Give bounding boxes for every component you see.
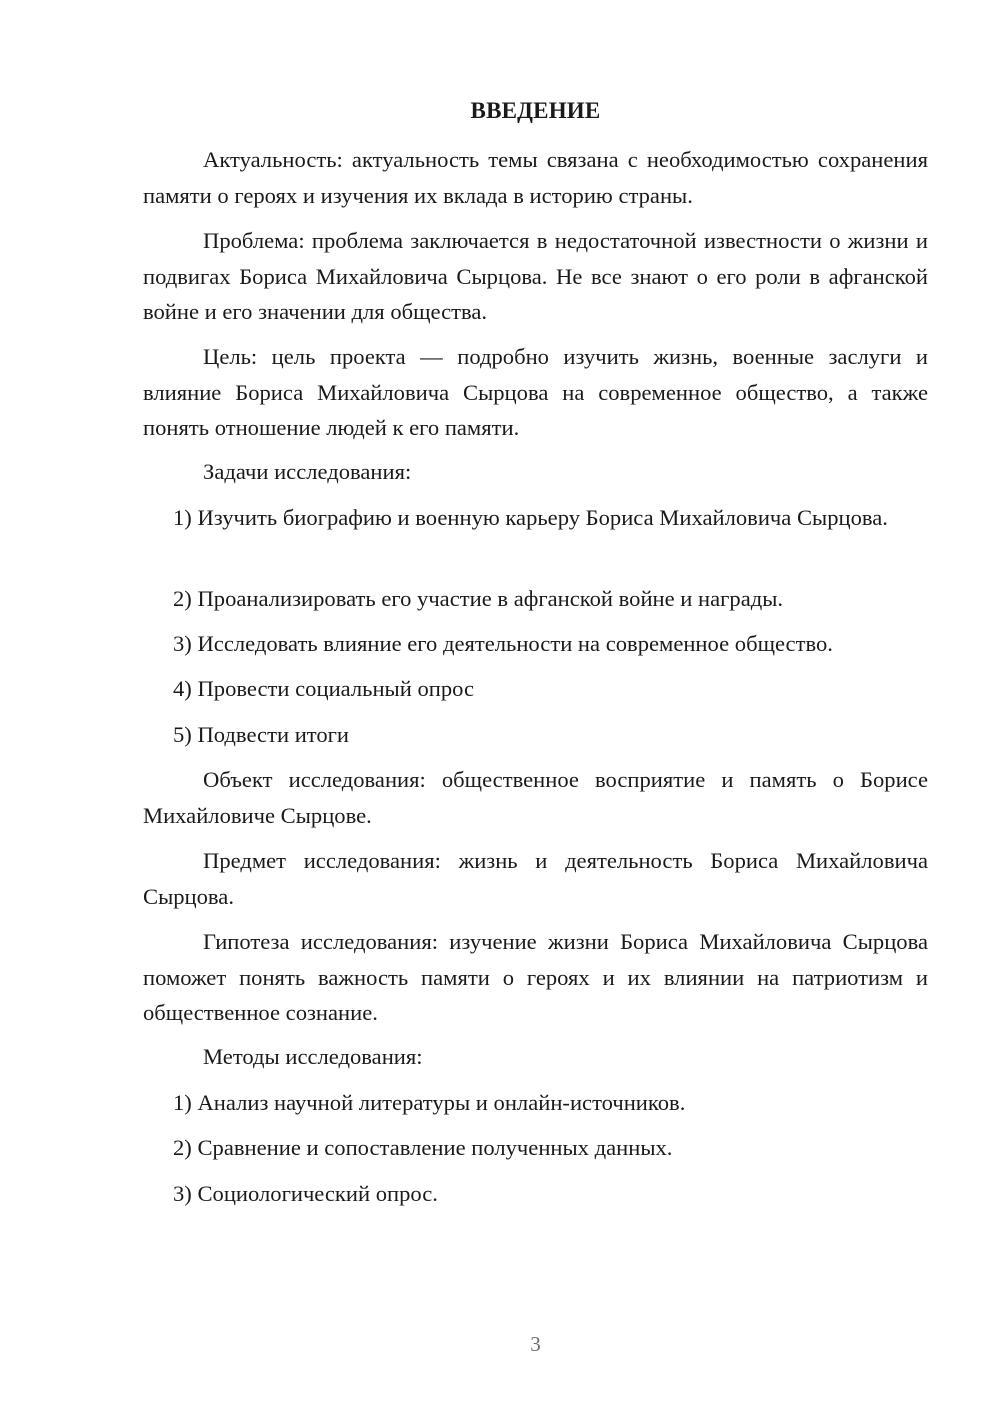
list-item-task-3: 3) Исследовать влияние его деятельности на современное общество.: [173, 631, 833, 656]
list-item-task-2: 2) Проанализировать его участие в афганской войне и награды.: [173, 586, 784, 611]
list-item-task-5: 5) Подвести итоги: [173, 722, 350, 747]
document-page: [143, 0, 928, 1414]
list-item-task-4: 4) Провести социальный опрос: [173, 676, 475, 701]
paragraph-goal: Цель: цель проекта — подробно изучить жизнь, военные заслуги и влияние Бориса Михайловича Сырцова на современное общество, а также понять отношение людей к его памяти.: [143, 344, 928, 440]
paragraph-relevance: Актуальность: актуальность темы связана с необходимостью сохранения памяти о героях и изучения их вклада в историю страны.: [143, 147, 928, 208]
paragraph-subject: Предмет исследования: жизнь и деятельность Бориса Михайловича Сырцова.: [143, 848, 928, 909]
page-number: 3: [530, 1332, 541, 1356]
paragraph-object: Объект исследования: общественное восприятие и память о Борисе Михайловиче Сырцове.: [143, 767, 928, 828]
section-title: ВВЕДЕНИЕ: [470, 98, 601, 123]
paragraph-methods-heading: Методы исследования:: [203, 1044, 423, 1069]
paragraph-hypothesis: Гипотеза исследования: изучение жизни Бориса Михайловича Сырцова поможет понять важность памяти о героях и их влиянии на патриотизм и общественное сознание.: [143, 929, 928, 1025]
list-item-method-3: 3) Социологический опрос.: [173, 1181, 438, 1206]
list-item-method-1: 1) Анализ научной литературы и онлайн-источников.: [173, 1090, 686, 1115]
list-item-task-1: 1) Изучить биографию и военную карьеру Бориса Михайловича Сырцова.: [173, 505, 888, 530]
paragraph-problem: Проблема: проблема заключается в недостаточной известности о жизни и подвигах Бориса Михайловича Сырцова. Не все знают о его роли в афганской войне и его значении для общества.: [143, 228, 928, 324]
list-item-method-2: 2) Сравнение и сопоставление полученных данных.: [173, 1135, 673, 1160]
paragraph-tasks-heading: Задачи исследования:: [203, 459, 412, 484]
